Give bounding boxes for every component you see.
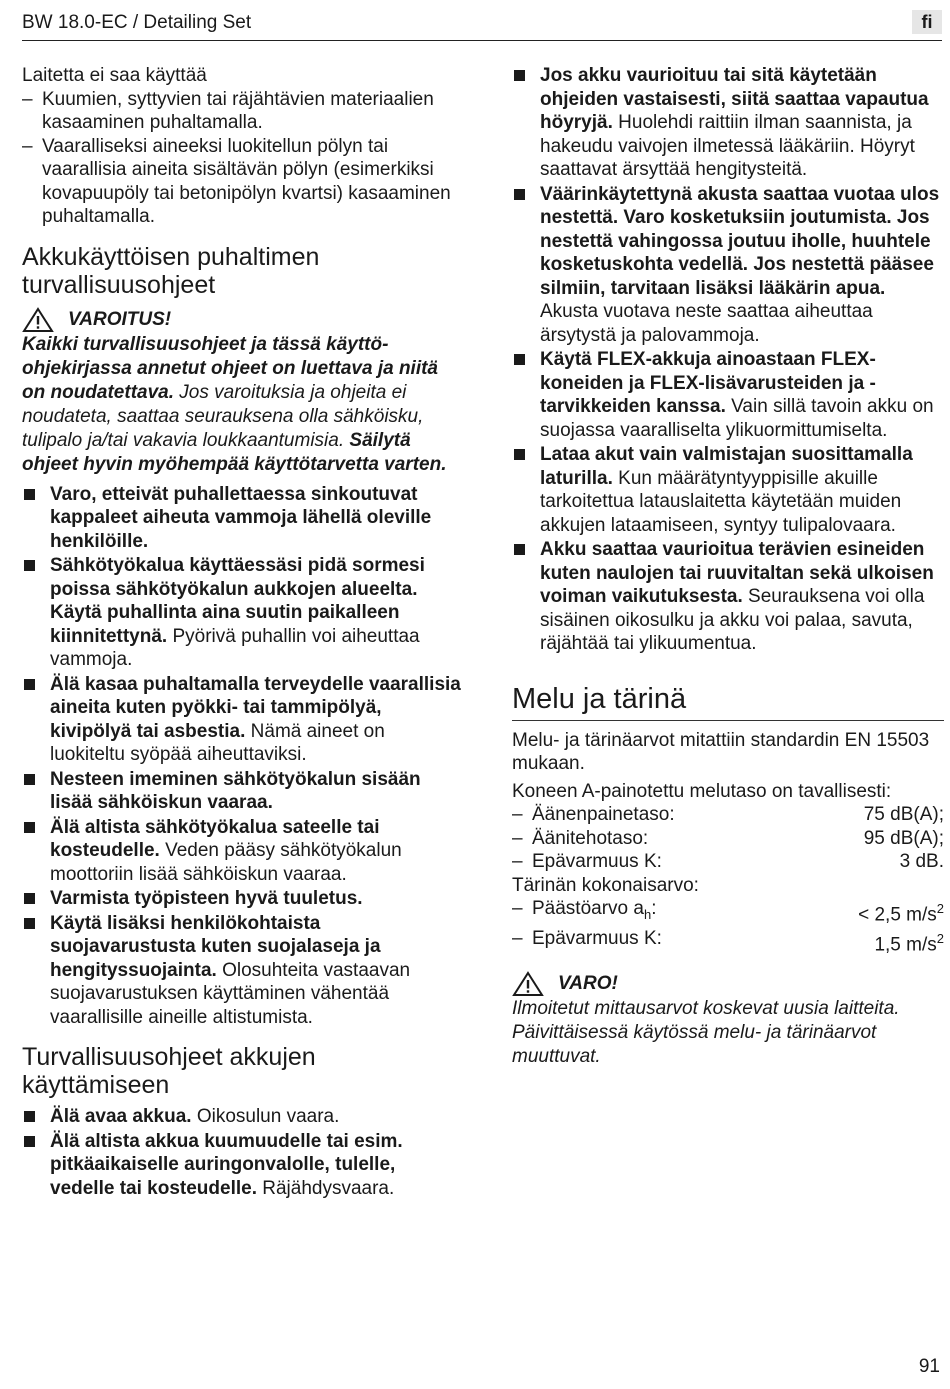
list-item: Älä altista sähkötyökalua sateelle tai kosteudelle. Veden pääsy sähkötyökalun moottoriin lisää sähköiskun vaaraa. — [22, 816, 462, 887]
list-item: Väärinkäytettynä akusta saattaa vuotaa ulos nestettä. Varo kosketuksiin joutumista. Jos nestettä vahingossa joutuu iholle, huuhtele kosketuskohta vedellä. Jos nestettä pääsee silmiin, tarvitaan lisäksi lääkärin apua. Akusta vuotava neste saattaa aiheuttaa ärsytystä ja palovammoja. — [512, 183, 944, 348]
bullet-square-icon — [514, 354, 525, 365]
vibration-title: Tärinän kokonaisarvo: — [512, 874, 699, 896]
noise-row: – Äänenpainetaso: 75 dB(A); — [512, 803, 944, 827]
bullet-square-icon — [24, 1111, 35, 1122]
vibration-row: – Epävarmuus K: 1,5 $m/s^2$ — [512, 927, 944, 957]
bullet-square-icon — [24, 918, 35, 929]
list-item: Älä avaa akkua. Oikosulun vaara. — [22, 1105, 462, 1129]
intro-item: – Vaaralliseksi aineeksi luokitellun pölyn tai vaarallisia aineita sisältävän pölyn (esimerkiksi kovapuupöly tai betonipölyn kvartsi) kasaaminen puhaltamalla. — [22, 135, 462, 229]
bullet-square-icon — [514, 449, 525, 460]
warning-italic-text: Jos varoituksia ja ohjeita ei noudateta, saattaa seurauksena olla sähköisku, tulipalo ja/tai vakavia loukkaantumisia. — [22, 381, 424, 451]
warning-label: VAROITUS! — [68, 308, 172, 330]
warning-bold-text: Kaikki turvallisuusohjeet ja tässä käyttö-ohjekirjassa annetut ohjeet on luettava ja niitä on noudatettava. — [22, 333, 438, 403]
noise-row: – Epävarmuus K: 3 dB. — [512, 850, 944, 874]
list-item: Älä altista akkua kuumuudelle tai esim. pitkäaikaiselle auringonvalolle, tulelle, vedelle tai kosteudelle. Räjähdysvaara. — [22, 1130, 462, 1201]
intro-text: Laitetta ei saa käyttää — [22, 65, 207, 86]
page-number: 91 — [918, 1356, 940, 1377]
list-item: Käytä lisäksi henkilökohtaista suojavarustusta kuten suojalaseja ja hengityssuojainta. Olosuhteita vastaavan suojavarustuksen käyttäminen vähentää vaarallisille aineille altistumista. — [22, 912, 462, 1030]
right-column — [512, 64, 944, 1069]
list-item: Varmista työpisteen hyvä tuuletus. — [22, 887, 462, 911]
warning-triangle-icon — [512, 971, 544, 997]
bullet-square-icon — [24, 560, 35, 571]
list-item: Lataa akut vain valmistajan suosittamalla laturilla. Kun määrätyntyyppisille akuille tarkoitettua latauslaitetta käytetään muiden akkujen lataamiseen, syntyy tulipalovaara. — [512, 443, 944, 537]
warning-text — [22, 333, 462, 477]
language-badge: fi — [912, 10, 942, 34]
caution-text: Ilmoitetut mittausarvot koskevat uusia laitteita. Päivittäisessä käytössä melu- ja tärinäarvot muuttuvat. — [512, 997, 900, 1067]
caution-header — [512, 971, 944, 997]
bullet-square-icon — [514, 544, 525, 555]
bullet-square-icon — [24, 489, 35, 500]
section-heading-blower-safety: Akkukäyttöisen puhaltimen turvallisuusohjeet — [22, 242, 320, 299]
list-item: Varo, etteivät puhallettaessa sinkoutuvat kappaleet aiheuta vammoja lähellä oleville henkilöille. — [22, 483, 462, 554]
list-item: Käytä FLEX-akkuja ainoastaan FLEX-koneiden ja FLEX-lisävarusteiden ja -tarvikkeiden kanssa. Vain sillä tavoin akku on suojassa vaaralliselta ylikuormittumiselta. — [512, 348, 944, 442]
section-heading-noise-vibration: Melu ja tärinä — [512, 682, 944, 721]
list-item: Nesteen imeminen sähkötyökalun sisään lisää sähköiskun vaaraa. — [22, 768, 462, 815]
noise-intro-text: Melu- ja tärinäarvot mitattiin standardin EN 15503 mukaan. — [512, 729, 930, 774]
intro-item: – Kuumien, syttyvien tai räjähtävien materiaalien kasaaminen puhaltamalla. — [22, 88, 462, 135]
warning-bold-text: Säilytä ohjeet hyvin myöhempää käyttötarvetta varten. — [22, 429, 447, 475]
bullet-square-icon — [24, 1136, 35, 1147]
section-heading-battery-safety: Turvallisuusohjeet akkujen käyttämiseen — [22, 1043, 316, 1099]
bullet-square-icon — [24, 893, 35, 904]
list-item: Akku saattaa vaurioitua terävien esineiden kuten naulojen tai ruuvitaltan sekä ulkoisen voiman vaikutuksesta. Seurauksena voi olla sisäinen oikosulku ja akku voi palaa, savuta, räjähtää tai ylikuumentua. — [512, 538, 944, 656]
vibration-row: – Päästöarvo $a_h$: < 2,5 $m/s^2$ — [512, 897, 944, 927]
noise-level-text: Koneen A-painotettu melutaso on tavallisesti: — [512, 780, 892, 802]
warning-header — [22, 307, 462, 333]
page-header — [22, 10, 942, 41]
warning-triangle-icon — [22, 307, 54, 333]
bullet-square-icon — [24, 774, 35, 785]
bullet-square-icon — [514, 189, 525, 200]
bullet-square-icon — [24, 822, 35, 833]
noise-row: – Äänitehotaso: 95 dB(A); — [512, 827, 944, 851]
caution-label: VARO! — [558, 972, 618, 994]
bullet-square-icon — [24, 679, 35, 690]
list-item: Sähkötyökalua käyttäessäsi pidä sormesi poissa sähkötyökalun aukkojen alueelta. Käytä puhallinta aina suutin paikalleen kiinnitettynä. Pyörivä puhallin voi aiheuttaa vammoja. — [22, 554, 462, 672]
list-item: Jos akku vaurioituu tai sitä käytetään ohjeiden vastaisesti, siitä saattaa vapautua höyryjä. Huolehdi raittiin ilman saannista, ja hakeudu vaivojen ilmetessä lääkäriin. Höyryt saattavat ärsyttää hengitysteitä. — [512, 64, 944, 182]
left-column — [22, 64, 462, 1201]
bullet-square-icon — [514, 70, 525, 81]
list-item: Älä kasaa puhaltamalla terveydelle vaarallisia aineita kuten pyökki- tai tammipölyä, kivipölyä tai asbestia. Nämä aineet on luokiteltu syöpää aiheuttaviksi. — [22, 673, 462, 767]
header-title: BW 18.0-EC / Detailing Set — [22, 12, 252, 33]
